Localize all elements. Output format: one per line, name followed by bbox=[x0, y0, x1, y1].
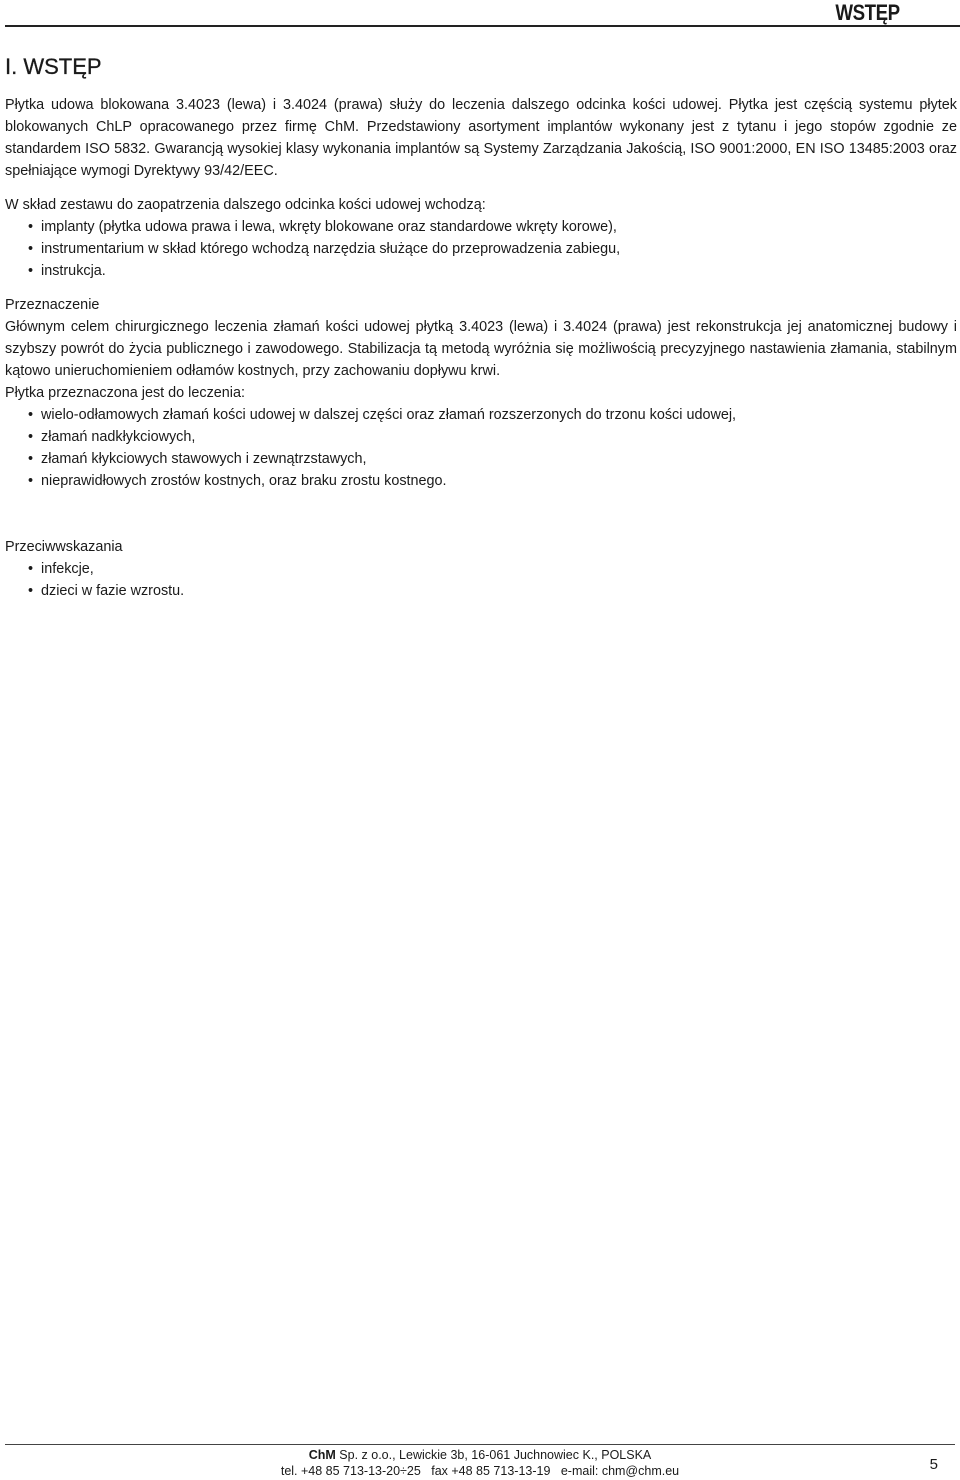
bullet-icon: • bbox=[28, 429, 34, 445]
indications-intro: Płytka przeznaczona jest do leczenia: bbox=[5, 385, 245, 401]
contraindications-list bbox=[5, 558, 957, 602]
list-item: • dzieci w fazie wzrostu. bbox=[5, 580, 957, 602]
list-item: • złamań kłykciowych stawowych i zewnątrzstawych, bbox=[5, 448, 957, 470]
bullet-icon: • bbox=[28, 451, 34, 467]
bullet-icon: • bbox=[28, 219, 34, 235]
purpose-paragraph: Głównym celem chirurgicznego leczenia złamań kości udowej płytką 3.4023 (lewa) i 3.4024 (prawa) jest rekonstrukcja jej anatomicznej budowy i szybszy powrót do życia publicznego i zawodowego. Stabilizacja tą metodą wyróżnia się możliwością precyzyjnego nastawienia złamania, stabilnym kątowo unieruchomieniem odłamów kostnych, przy zachowaniu dopływu krwi. bbox=[5, 319, 957, 379]
kit-list bbox=[5, 216, 957, 282]
footer bbox=[0, 1447, 960, 1479]
bullet-icon: • bbox=[28, 241, 34, 257]
list-item: • złamań nadkłykciowych, bbox=[5, 426, 957, 448]
footer-contact: tel. +48 85 713-13-20÷25 fax +48 85 713-13-19 e-mail: chm@chm.eu bbox=[280, 1464, 680, 1478]
header-divider bbox=[5, 25, 960, 27]
footer-divider bbox=[5, 1444, 955, 1445]
intro-paragraph: Płytka udowa blokowana 3.4023 (lewa) i 3.4024 (prawa) służy do leczenia dalszego odcinka kości udowej. Płytka jest częścią systemu płytek blokowanych ChLP opracowanego przez firmę ChM. Przedstawiony asortyment implantów wykonany jest z tytanu i jego stopów zgodnie ze standardem ISO 5832. Gwarancją wysokiej klasy wykonania implantów są Systemy Zarządzania Jakością, ISO 9001:2000, EN ISO 13485:2003 oraz spełniające wymogi Dyrektywy 93/42/EEC. bbox=[5, 97, 957, 179]
list-item: • infekcje, bbox=[5, 558, 957, 580]
bullet-icon: • bbox=[28, 473, 34, 489]
contraindications-heading: Przeciwwskazania bbox=[5, 539, 123, 555]
bullet-icon: • bbox=[28, 407, 34, 423]
list-item: • instrukcja. bbox=[5, 260, 957, 282]
bullet-icon: • bbox=[28, 583, 34, 599]
indications-list bbox=[5, 404, 957, 492]
bullet-icon: • bbox=[28, 263, 34, 279]
footer-address: Sp. z o.o., Lewickie 3b, 16-061 Juchnowiec K., POLSKA bbox=[339, 1448, 652, 1462]
list-item: • implanty (płytka udowa prawa i lewa, wkręty blokowane oraz standardowe wkręty korowe), bbox=[5, 216, 957, 238]
kit-intro: W skład zestawu do zaopatrzenia dalszego odcinka kości udowej wchodzą: bbox=[5, 197, 486, 213]
purpose-heading: Przeznaczenie bbox=[5, 297, 100, 313]
section-title: I. WSTĘP bbox=[5, 54, 102, 79]
bullet-icon: • bbox=[28, 561, 34, 577]
list-item: • wielo-odłamowych złamań kości udowej w dalszej części oraz złamań rozszerzonych do trzonu kości udowej, bbox=[5, 404, 957, 426]
page-content bbox=[5, 52, 957, 602]
page-number: 5 bbox=[929, 1456, 938, 1473]
footer-brand: ChM bbox=[308, 1448, 336, 1462]
list-item: • nieprawidłowych zrostów kostnych, oraz braku zrostu kostnego. bbox=[5, 470, 957, 492]
footer-address-line bbox=[0, 1447, 960, 1463]
running-header-title: WSTĘP bbox=[835, 0, 900, 25]
list-item: • instrumentarium w skład którego wchodzą narzędzia służące do przeprowadzenia zabiegu, bbox=[5, 238, 957, 260]
